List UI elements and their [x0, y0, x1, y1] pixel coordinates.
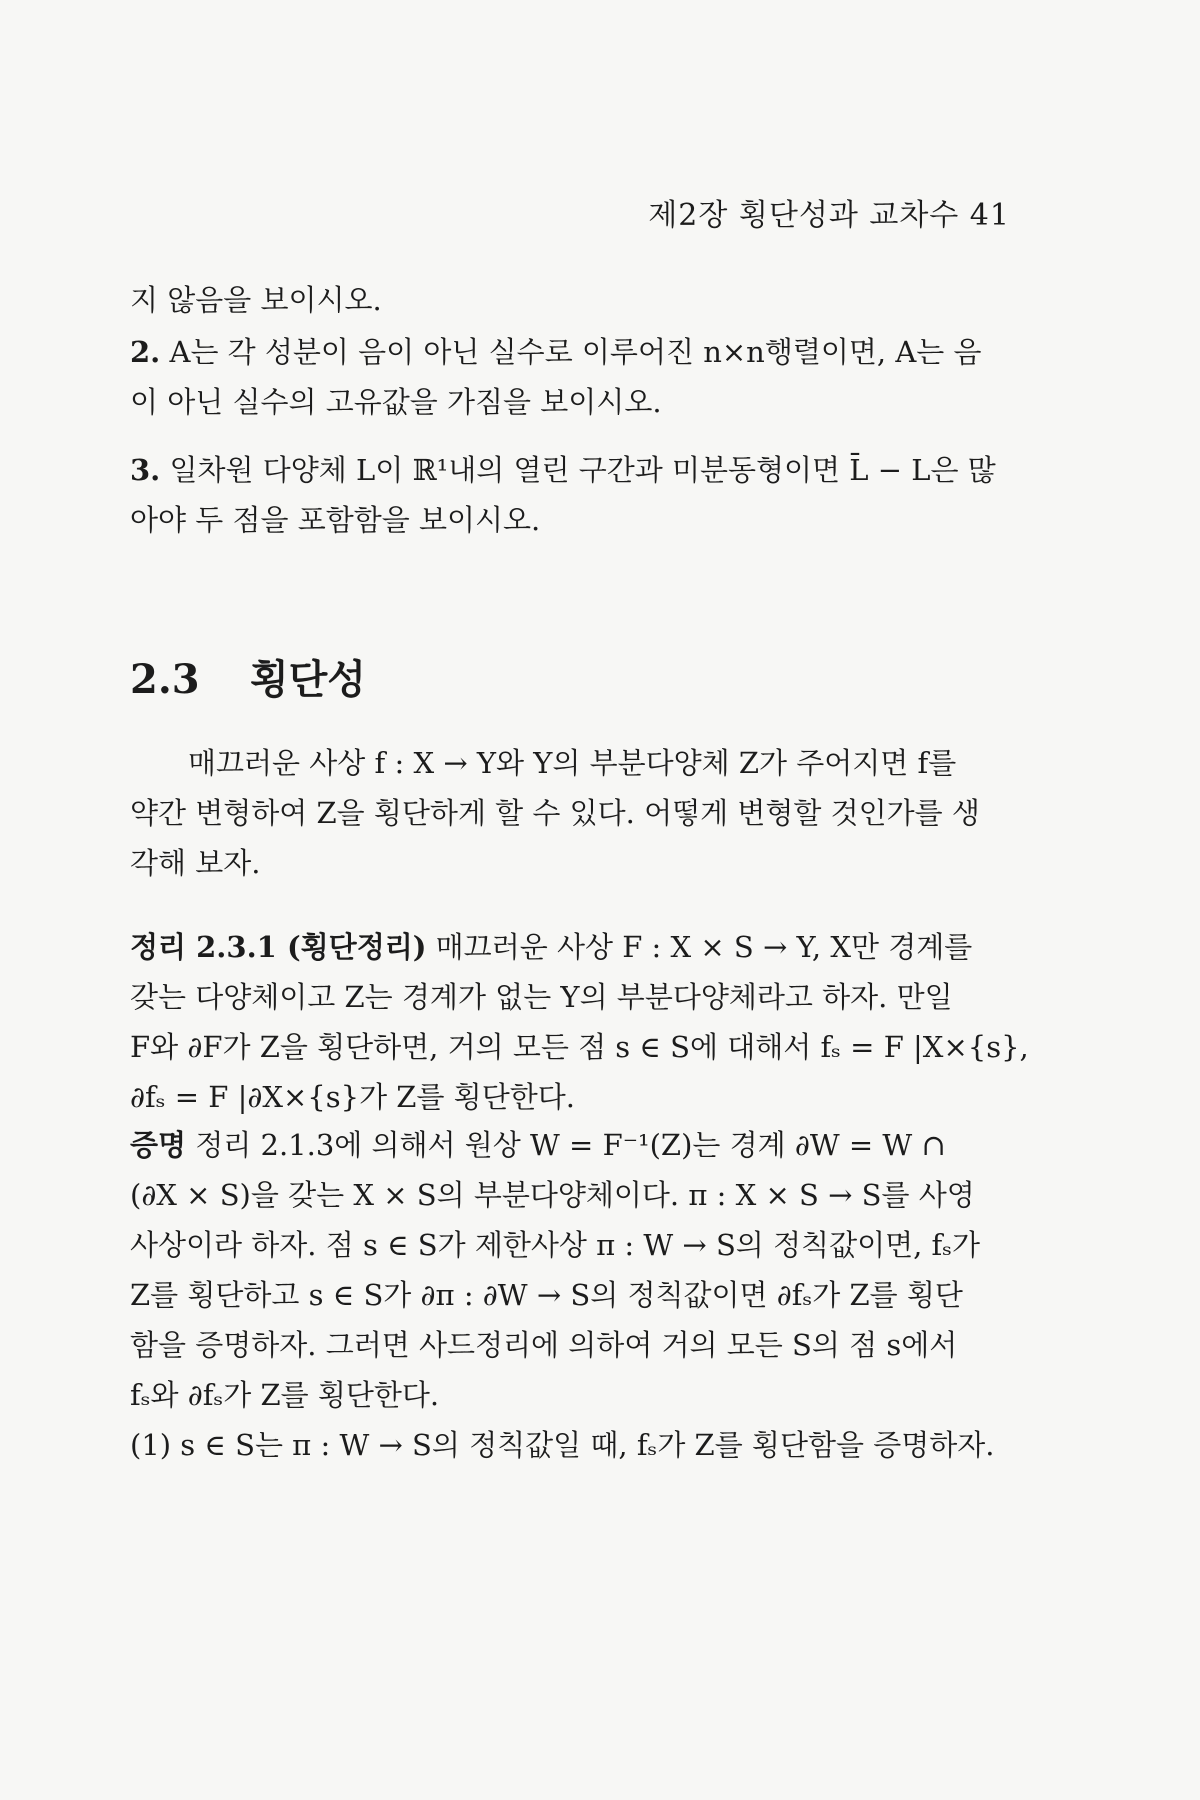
text-line: 각해 보자. [130, 846, 261, 880]
text-line [130, 445, 1010, 495]
section-heading [130, 650, 1010, 710]
running-head: 제2장 횡단성과 교차수 41 [648, 198, 1010, 233]
text-line: 약간 변형하여 Z을 횡단하게 할 수 있다. 어떻게 변형할 것인가를 생 [130, 796, 980, 830]
text-line: (∂X × S)을 갖는 X × S의 부분다양체이다. π : X × S → S를 사영 [130, 1178, 975, 1212]
exercise-number: 3. [130, 453, 161, 487]
text-line: 함을 증명하자. 그러면 사드정리에 의하여 거의 모든 S의 점 s에서 [130, 1328, 958, 1362]
text-line: 갖는 다양체이고 Z는 경계가 없는 Y의 부분다양체라고 하자. 만일 [130, 980, 953, 1014]
section-title: 횡단성 [250, 656, 366, 703]
continued-line [130, 275, 1010, 325]
text-line [130, 1120, 1010, 1170]
text-line: 지 않음을 보이시오. [130, 283, 382, 317]
text-line: (1) s ∈ S는 π : W → S의 정칙값일 때, fₛ가 Z를 횡단함을 증명하자. [130, 1428, 995, 1462]
text-line: 아야 두 점을 포함함을 보이시오. [130, 503, 541, 537]
proof [130, 1120, 1010, 1470]
exercise-2 [130, 327, 1010, 427]
exercise-3 [130, 445, 1010, 545]
exercise-text: 일차원 다양체 L이 ℝ¹내의 열린 구간과 미분동형이면 L̄ − L은 많 [169, 453, 996, 487]
text-line: 이 아닌 실수의 고유값을 가짐을 보이시오. [130, 385, 662, 419]
text-line: fₛ와 ∂fₛ가 Z를 횡단한다. [130, 1378, 440, 1412]
text-line: Z를 횡단하고 s ∈ S가 ∂π : ∂W → S의 정칙값이면 ∂fₛ가 Z를 횡단 [130, 1278, 963, 1312]
intro-paragraph [130, 738, 1010, 888]
exercise-text: A는 각 성분이 음이 아닌 실수로 이루어진 n×n행렬이면, A는 음 [169, 335, 982, 369]
proof-text: 정리 2.1.3에 의해서 원상 W = F⁻¹(Z)는 경계 ∂W = W ∩ [186, 1128, 946, 1162]
text-line: ∂fₛ = F |∂X×{s}가 Z를 횡단한다. [130, 1080, 575, 1114]
exercise-number: 2. [130, 335, 161, 369]
theorem-label: 정리 2.3.1 (횡단정리) [130, 930, 427, 964]
text-line [130, 922, 1010, 972]
text-line: 사상이라 하자. 점 s ∈ S가 제한사상 π : W → S의 정칙값이면, fₛ가 [130, 1228, 981, 1262]
theorem-text: 매끄러운 사상 F : X × S → Y, X만 경계를 [426, 930, 973, 964]
theorem-2-3-1 [130, 922, 1029, 1122]
proof-label: 증명 [130, 1128, 187, 1162]
text-line: 매끄러운 사상 f : X → Y와 Y의 부분다양체 Z가 주어지면 f를 [188, 746, 957, 780]
section-number: 2.3 [130, 656, 200, 703]
text-line: F와 ∂F가 Z을 횡단하면, 거의 모든 점 s ∈ S에 대해서 fₛ = F |X×{s}, [130, 1030, 1029, 1064]
text-line [130, 327, 1010, 377]
